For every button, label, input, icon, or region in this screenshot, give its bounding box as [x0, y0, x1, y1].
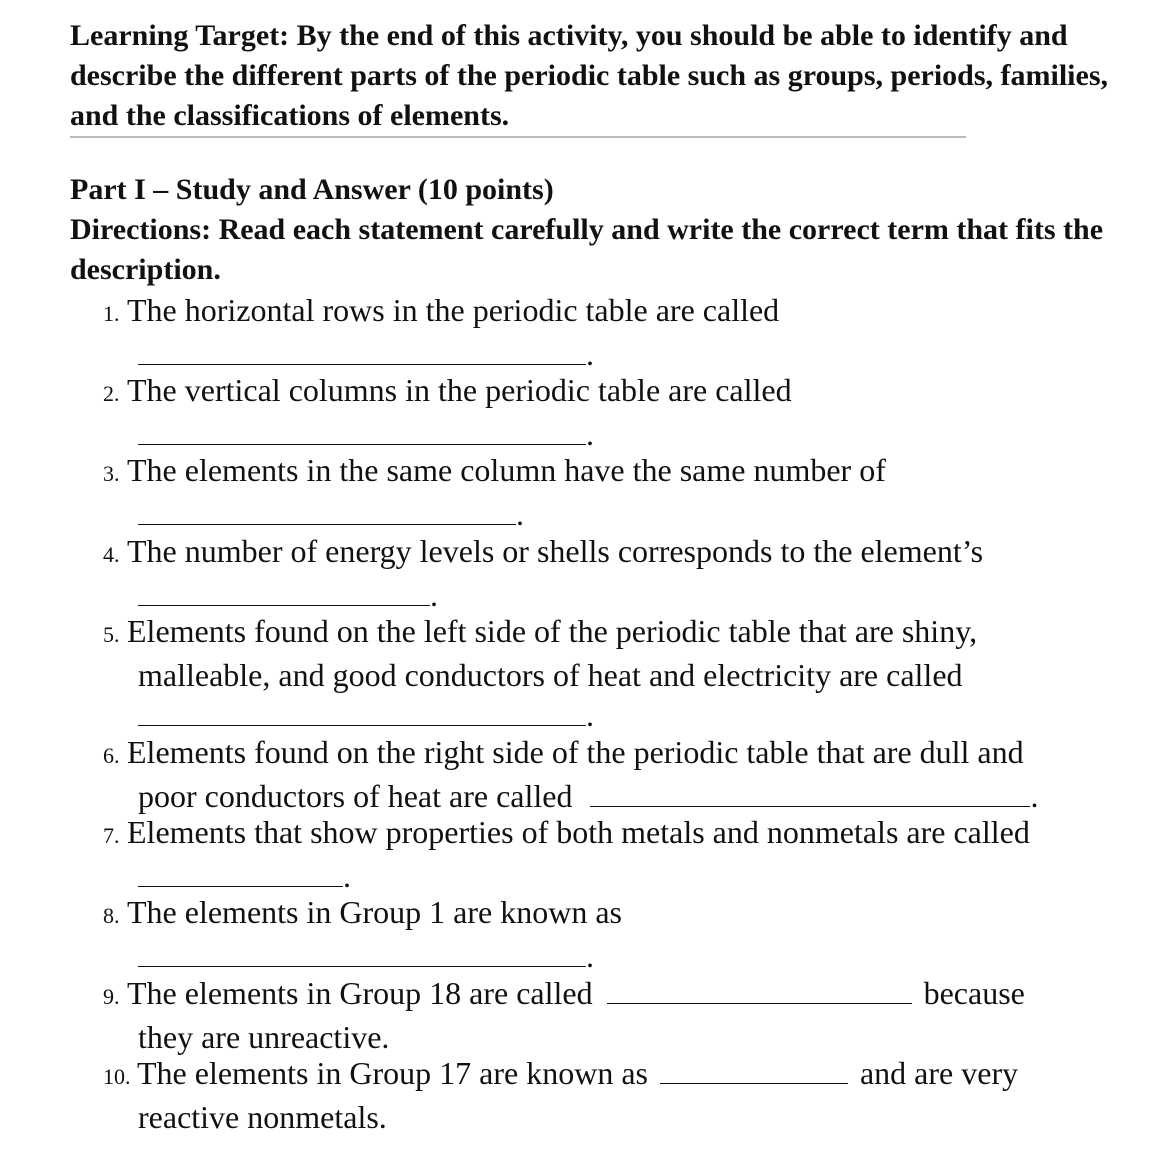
answer-blank-6[interactable]	[590, 778, 1030, 807]
question-text: they are unreactive.	[138, 1019, 390, 1055]
question-text: poor conductors of heat are called	[138, 778, 573, 814]
answer-blank-4[interactable]	[138, 577, 430, 606]
answer-blank-8[interactable]	[138, 938, 586, 967]
question-3: 3. The elements in the same column have the same number of .	[103, 452, 886, 532]
question-number: 10.	[103, 1064, 131, 1089]
question-text: Elements found on the right side of the periodic table that are dull and	[127, 734, 1024, 770]
question-5: 5. Elements found on the left side of the periodic table that are shiny, malleable, and good conductors of heat and electricity are called .	[103, 613, 978, 733]
question-text: The horizontal rows in the periodic table are called	[127, 292, 780, 328]
question-text: The vertical columns in the periodic table are called	[127, 372, 792, 408]
question-10	[103, 1053, 1103, 1137]
question-8: 8. The elements in Group 1 are known as .	[103, 894, 622, 974]
directions: Directions: Read each statement carefully and write the correct term that fits the description.	[70, 213, 1104, 286]
question-number: 3.	[103, 461, 120, 486]
question-number: 7.	[103, 823, 120, 848]
question-7: 7. Elements that show properties of both metals and nonmetals are called .	[103, 814, 1030, 894]
question-number: 6.	[103, 743, 120, 768]
question-text: and are very	[859, 1055, 1019, 1091]
part-title: Part I – Study and Answer (10 points)	[70, 173, 554, 206]
question-6: 6. Elements found on the right side of the periodic table that are dull and poor conductors of heat are called .	[103, 734, 1039, 814]
answer-blank-10[interactable]	[660, 1055, 848, 1084]
question-text: because	[923, 975, 1025, 1011]
question-number: 5.	[103, 622, 120, 647]
question-number: 2.	[103, 381, 120, 406]
question-text: The number of energy levels or shells corresponds to the element’s	[127, 533, 984, 569]
question-number: 1.	[103, 301, 120, 326]
question-2: 2. The vertical columns in the periodic table are called .	[103, 372, 792, 452]
answer-blank-1[interactable]	[138, 336, 586, 365]
question-4: 4. The number of energy levels or shells corresponds to the element’s .	[103, 533, 984, 613]
question-text: The elements in Group 18 are called	[127, 975, 593, 1011]
question-number: 9.	[103, 984, 120, 1009]
divider	[70, 136, 966, 138]
question-text: The elements in Group 1 are known as	[127, 894, 622, 930]
question-text: malleable, and good conductors of heat and electricity are called	[138, 657, 963, 693]
question-text: Elements found on the left side of the periodic table that are shiny,	[127, 613, 978, 649]
question-text: Elements that show properties of both metals and nonmetals are called	[127, 814, 1030, 850]
question-text: reactive nonmetals.	[138, 1099, 387, 1135]
question-text: The elements in Group 17 are known as	[137, 1055, 648, 1091]
answer-blank-5[interactable]	[138, 697, 586, 726]
question-1: 1. The horizontal rows in the periodic table are called .	[103, 292, 780, 372]
question-text: The elements in the same column have the same number of	[127, 452, 886, 488]
answer-blank-3[interactable]	[138, 496, 516, 525]
answer-blank-9[interactable]	[607, 975, 912, 1004]
question-number: 4.	[103, 542, 120, 567]
answer-blank-2[interactable]	[138, 416, 586, 445]
learning-target: Learning Target: By the end of this activity, you should be able to identify and describe the different parts of the periodic table such as groups, periods, families, and the classifications of elements.	[70, 19, 1109, 132]
question-number: 8.	[103, 903, 120, 928]
answer-blank-7[interactable]	[138, 858, 343, 887]
question-9	[103, 973, 1103, 1057]
